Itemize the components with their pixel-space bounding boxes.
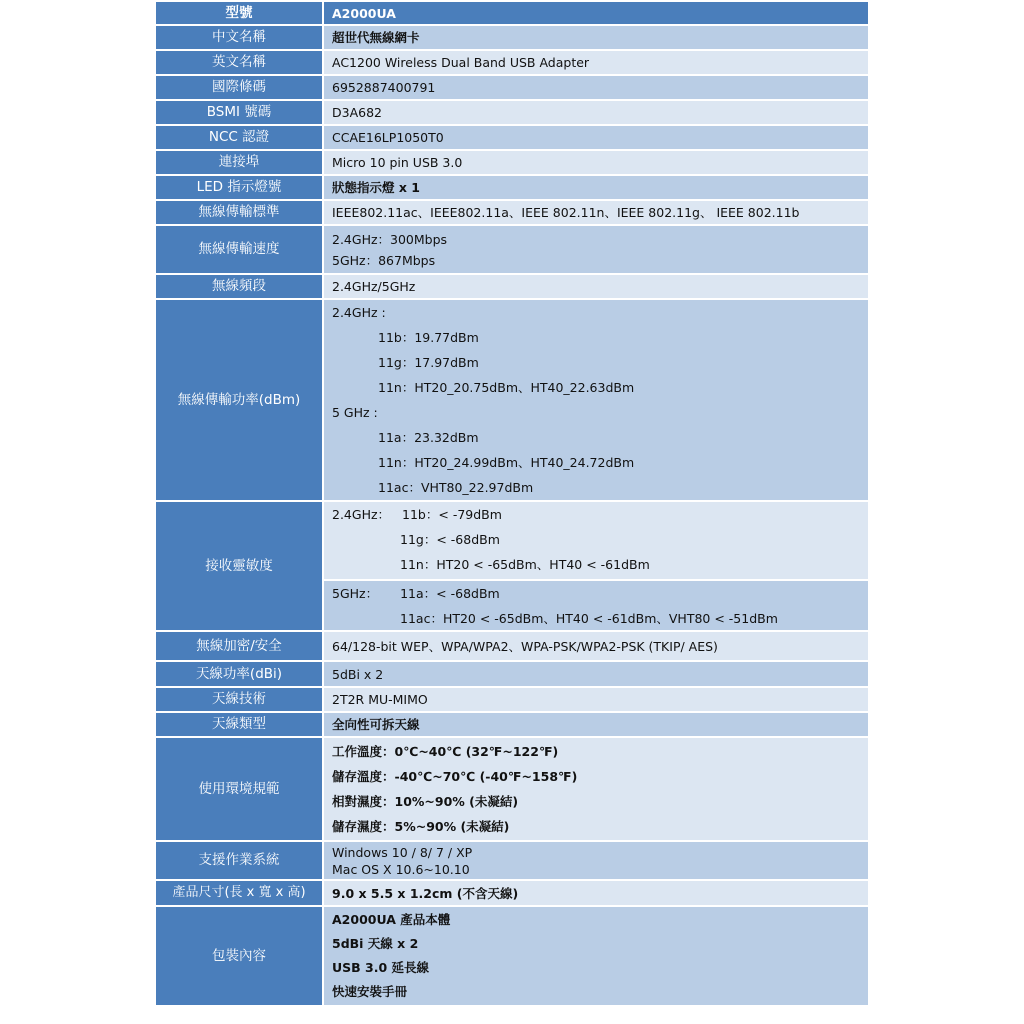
label-security: 無線加密/安全 [156,632,324,660]
row-package [156,907,868,1005]
value-en-name: AC1200 Wireless Dual Band USB Adapter [324,51,868,74]
package-line: USB 3.0 延長線 [332,960,430,975]
row-barcode [156,76,868,99]
environment-line: 儲存溫度：-40℃~70℃ (-40℉~158℉) [332,769,578,784]
package-line: 5dBi 天線 x 2 [332,936,419,951]
row-antenna-gain [156,662,868,686]
value-standard: IEEE802.11ac、IEEE802.11a、IEEE 802.11n、IEEE 802.11g、 IEEE 802.11b [324,201,868,224]
speed-line: 2.4GHz：300Mbps [332,231,448,247]
label-antenna-gain: 天線功率(dBi) [156,662,324,686]
value-model: A2000UA [324,2,868,24]
label-led: LED 指示燈號 [156,176,324,199]
row-en-name [156,51,868,74]
value-led: 狀態指示燈 x 1 [324,176,868,199]
row-led [156,176,868,199]
label-cn-name: 中文名稱 [156,26,324,49]
row-speed [156,226,868,273]
sensitivity-line: 11g：< -68dBm [400,532,500,547]
row-antenna-tech [156,688,868,711]
power-band5: 5 GHz : [332,405,378,420]
sensitivity-line: 11n：HT20 < -65dBm、HT40 < -61dBm [400,557,650,572]
label-sensitivity: 接收靈敏度 [156,502,324,630]
power-line: 11n：HT20_24.99dBm、HT40_24.72dBm [378,455,635,470]
row-band [156,275,868,298]
value-antenna-type: 全向性可拆天線 [324,713,868,736]
label-power: 無線傳輸功率(dBm) [156,300,324,500]
value-speed [324,226,868,273]
sensitivity-line [332,581,868,606]
value-port: Micro 10 pin USB 3.0 [324,151,868,174]
package-line: 快速安裝手冊 [332,984,408,999]
row-port [156,151,868,174]
label-antenna-tech: 天線技術 [156,688,324,711]
spec-table [156,0,868,1007]
environment-line: 儲存濕度：5%~90% (未凝結) [332,819,510,834]
sensitivity-line [332,502,868,527]
os-line: Windows 10 / 8/ 7 / XP [332,844,473,860]
row-antenna-type [156,713,868,736]
value-size: 9.0 x 5.5 x 1.2cm (不含天線) [324,881,868,905]
row-standard [156,201,868,224]
row-os [156,842,868,879]
value-sensitivity [324,502,868,630]
value-cn-name: 超世代無線網卡 [324,26,868,49]
value-security: 64/128-bit WEP、WPA/WPA2、WPA-PSK/WPA2-PSK (TKIP/ AES) [324,632,868,660]
label-antenna-type: 天線類型 [156,713,324,736]
sensitivity-line: 11ac：HT20 < -65dBm、HT40 < -61dBm、VHT80 < -51dBm [400,611,778,626]
value-antenna-tech: 2T2R MU-MIMO [324,688,868,711]
row-sensitivity [156,502,868,630]
label-barcode: 國際條碼 [156,76,324,99]
value-power [324,300,868,500]
label-en-name: 英文名稱 [156,51,324,74]
row-ncc [156,126,868,149]
row-model [156,2,868,24]
speed-line: 5GHz：867Mbps [332,252,436,268]
value-ncc: CCAE16LP1050T0 [324,126,868,149]
environment-line: 工作溫度：0℃~40℃ (32℉~122℉) [332,744,559,759]
power-line: 11ac：VHT80_22.97dBm [378,480,534,495]
label-port: 連接埠 [156,151,324,174]
package-line: A2000UA 產品本體 [332,912,451,927]
sensitivity-line-text: 11a：< -68dBm [400,586,500,601]
os-line: Mac OS X 10.6~10.10 [332,861,470,877]
power-line: 11n：HT20_20.75dBm、HT40_22.63dBm [378,380,635,395]
value-antenna-gain: 5dBi x 2 [324,662,868,686]
value-barcode: 6952887400791 [324,76,868,99]
label-ncc: NCC 認證 [156,126,324,149]
row-size [156,881,868,905]
power-line: 11b：19.77dBm [378,330,479,345]
environment-line: 相對濕度：10%~90% (未凝結) [332,794,519,809]
row-power [156,300,868,500]
power-band24: 2.4GHz : [332,305,386,320]
power-line: 11g：17.97dBm [378,355,479,370]
sensitivity-band5: 5GHz： [332,586,379,601]
row-cn-name [156,26,868,49]
row-security [156,632,868,660]
value-band: 2.4GHz/5GHz [324,275,868,298]
sensitivity-band24: 2.4GHz： [332,507,391,522]
label-size: 產品尺寸(長 x 寬 x 高) [156,881,324,905]
value-bsmi: D3A682 [324,101,868,124]
label-environment: 使用環境規範 [156,738,324,840]
label-speed: 無線傳輸速度 [156,226,324,273]
power-line: 11a：23.32dBm [378,430,479,445]
sensitivity-5-block [324,581,868,630]
label-standard: 無線傳輸標準 [156,201,324,224]
label-band: 無線頻段 [156,275,324,298]
value-environment [324,738,868,840]
label-package: 包裝內容 [156,907,324,1005]
sensitivity-line-text: 11b：< -79dBm [402,507,502,522]
sensitivity-24-block [324,502,868,581]
label-bsmi: BSMI 號碼 [156,101,324,124]
label-os: 支援作業系統 [156,842,324,879]
value-os [324,842,868,879]
label-model: 型號 [156,2,324,24]
row-environment [156,738,868,840]
row-bsmi [156,101,868,124]
value-package [324,907,868,1005]
